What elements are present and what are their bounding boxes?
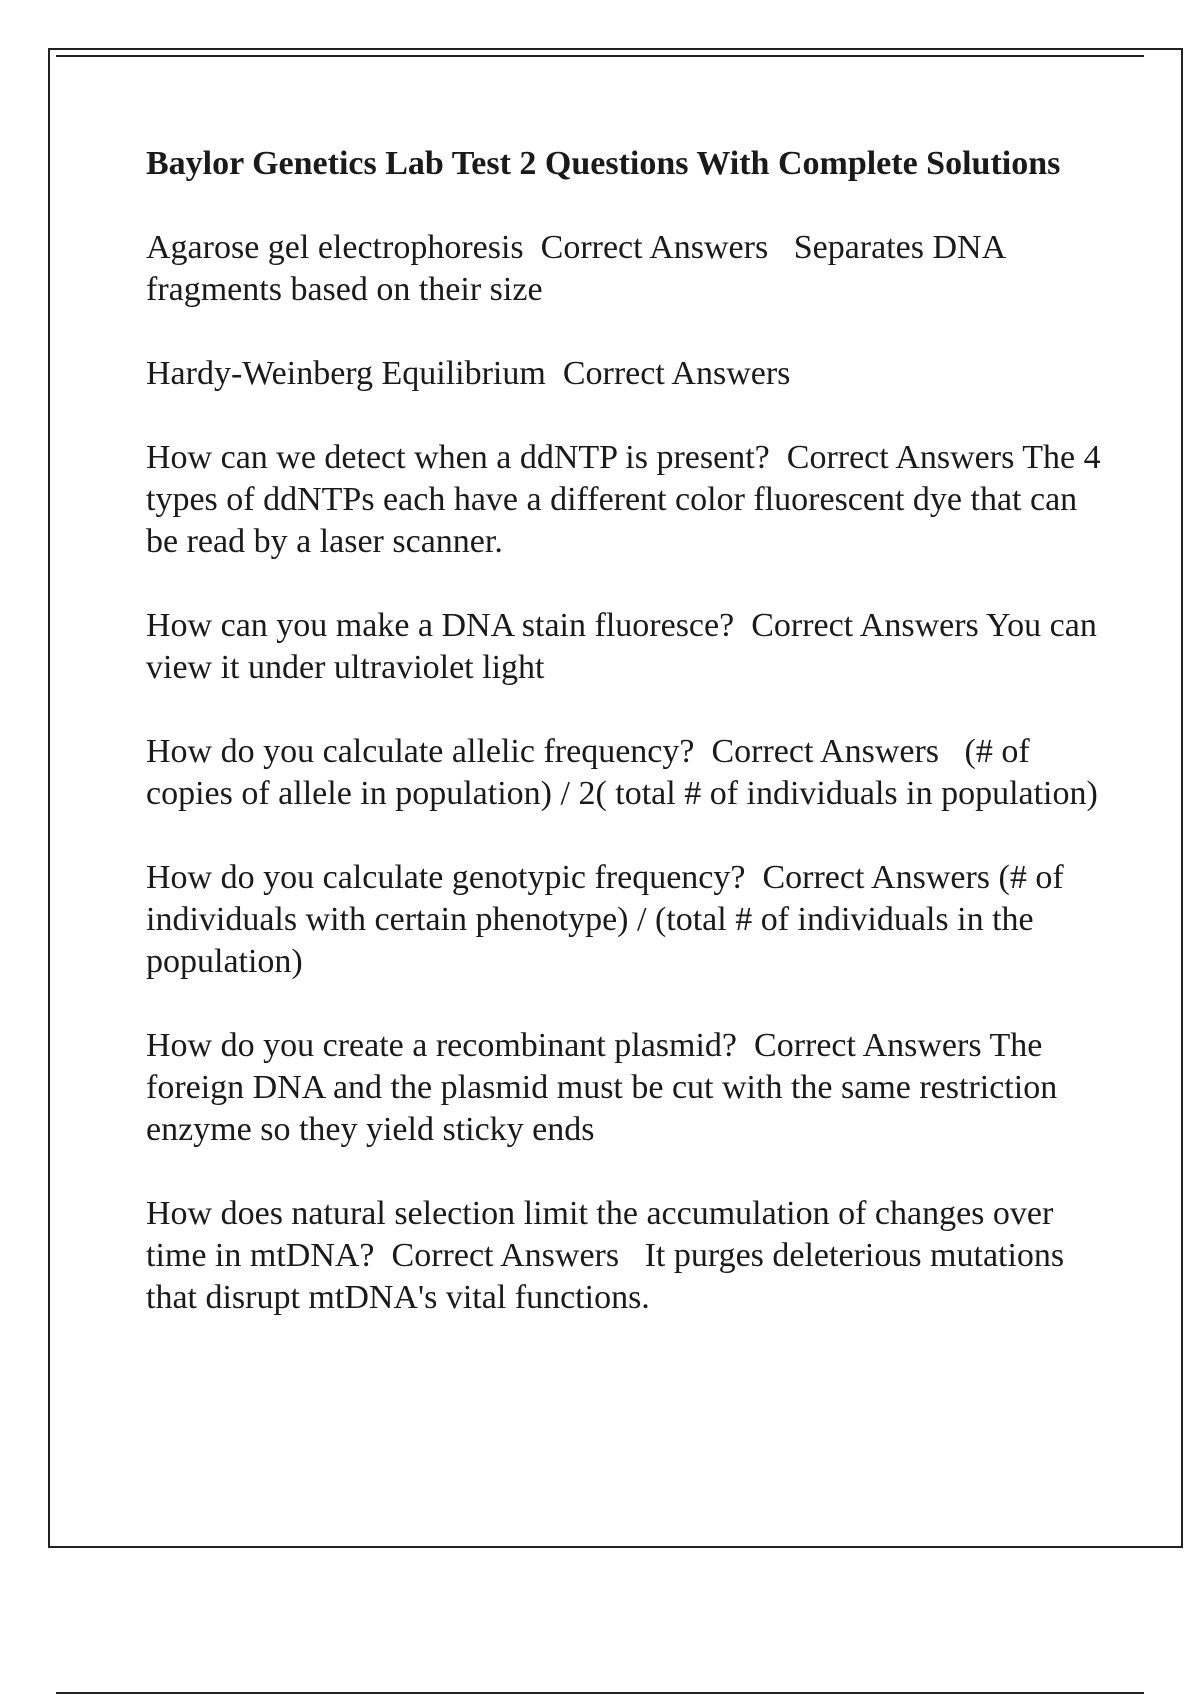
qa-entry <box>146 227 1106 311</box>
question-text: How does natural selection limit the accumulation of changes over time in mtDNA? <box>146 1195 1062 1274</box>
document-body <box>146 143 1110 1361</box>
question-text: How can we detect when a ddNTP is present? <box>146 439 770 476</box>
answer-text: You can view it under ultraviolet light <box>146 607 1106 686</box>
answer-text: (# of copies of allele in population) / 2( total # of individuals in population) <box>146 733 1098 812</box>
document-title: Baylor Genetics Lab Test 2 Questions With Complete Solutions <box>146 145 1061 182</box>
question-text: Agarose gel electrophoresis <box>146 229 524 266</box>
qa-entry <box>146 605 1106 689</box>
correct-answers-label: Correct Answers <box>762 859 991 896</box>
answer-text: Separates DNA fragments based on their size <box>146 229 1013 308</box>
question-text: How do you calculate genotypic frequency? <box>146 859 746 896</box>
correct-answers-label: Correct Answers <box>751 607 979 644</box>
qa-entry <box>146 1193 1106 1319</box>
question-text: Hardy-Weinberg Equilibrium <box>146 355 546 392</box>
correct-answers-label: Correct Answers <box>754 1027 982 1064</box>
answer-text: (# of individuals with certain phenotype) / (total # of individuals in the population) <box>146 859 1073 980</box>
qa-entry <box>146 437 1110 563</box>
answer-text: It purges deleterious mutations that disrupt mtDNA's vital functions. <box>146 1237 1073 1316</box>
correct-answers-label: Correct Answers <box>711 733 940 770</box>
question-text: How do you create a recombinant plasmid? <box>146 1027 738 1064</box>
answer-text: The 4 types of ddNTPs each have a different color fluorescent dye that can be read by a laser scanner. <box>146 439 1110 560</box>
question-text: How do you calculate allelic frequency? <box>146 733 695 770</box>
qa-entry <box>146 857 1106 983</box>
correct-answers-label: Correct Answers <box>540 229 769 266</box>
qa-entry <box>146 1025 1106 1151</box>
answer-text: The foreign DNA and the plasmid must be cut with the same restriction enzyme so they yield sticky ends <box>146 1027 1066 1148</box>
qa-entry <box>146 353 1106 395</box>
correct-answers-label: Correct Answers <box>562 355 791 392</box>
bottom-rule <box>56 1692 1144 1694</box>
correct-answers-label: Correct Answers <box>786 439 1015 476</box>
correct-answers-label: Correct Answers <box>391 1237 620 1274</box>
question-text: How can you make a DNA stain fluoresce? <box>146 607 735 644</box>
qa-entry <box>146 731 1106 815</box>
